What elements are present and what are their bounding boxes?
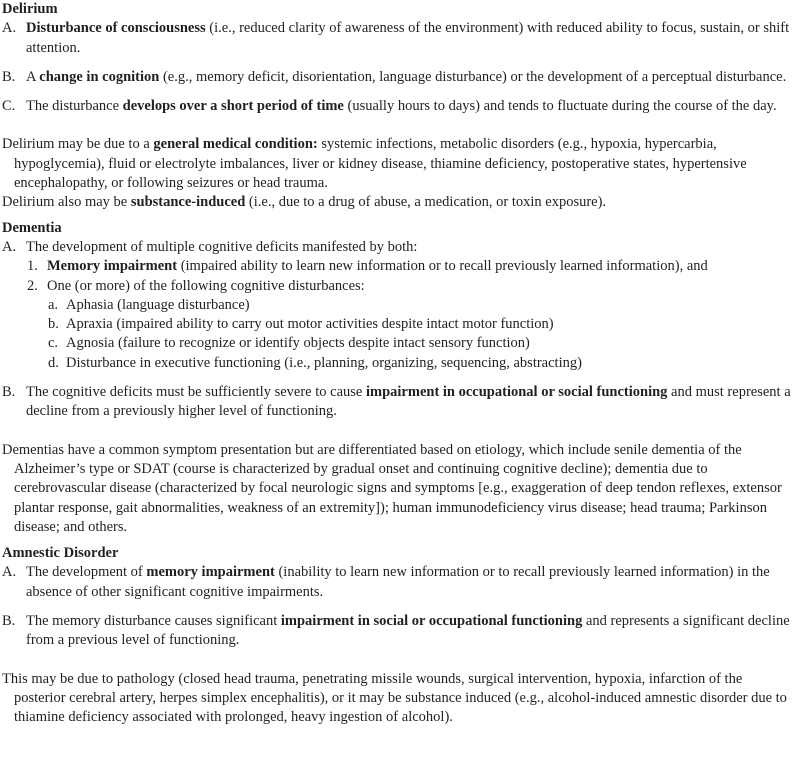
amnestic-heading: Amnestic Disorder <box>2 545 119 562</box>
dementia-subcriterion-2: 2. One (or more) of the following cognitive disturbances: <box>27 277 365 294</box>
delirium-substance-note: Delirium also may be substance-induced (i.e., due to a drug of abuse, a medication, or toxin exposure). <box>2 194 607 211</box>
dementia-subitem-a: a. Aphasia (language disturbance) <box>48 296 250 313</box>
amnestic-criterion-b: B. The memory disturbance causes significant impairment in social or occupational functioning and represents a significant decline from a previous level of functioning. <box>2 613 790 649</box>
amnestic-etiology-note: This may be due to pathology (closed head trauma, penetrating missile wounds, surgical intervention, hypoxia, infarction of the posterior cerebral artery, herpes simplex encephalitis), or it may be substance induced (e.g., alcohol-induced amnestic disorder due to thiamine deficiency associated with prolonged, heavy ingestion of alcohol). <box>2 670 787 726</box>
dementia-criterion-a: A. The development of multiple cognitive deficits manifested by both: <box>2 238 418 255</box>
dementia-subitem-c: c. Agnosia (failure to recognize or identify objects despite intact sensory function) <box>48 335 530 352</box>
dementia-subitem-d: d. Disturbance in executive functioning (i.e., planning, organizing, sequencing, abstracting) <box>48 354 582 371</box>
delirium-criterion-a: A. Disturbance of consciousness (i.e., reduced clarity of awareness of the environment) with reduced ability to focus, sustain, or shift attention. <box>2 20 790 56</box>
delirium-medical-note: Delirium may be due to a general medical condition: systemic infections, metabolic disorders (e.g., hypoxia, hypercarbia, hypoglycemia), fluid or electrolyte imbalances, liver or kidney disease, thiamine deficiency, postoperative states, hypertensive encephalopathy, or following seizures or head trauma. <box>2 136 747 192</box>
delirium-criterion-b: B. A change in cognition (e.g., memory deficit, disorientation, language disturbance) or the development of a perceptual disturbance. <box>2 68 787 85</box>
dementia-heading: Dementia <box>2 219 62 236</box>
delirium-criterion-c: C. The disturbance develops over a short period of time (usually hours to days) and tends to fluctuate during the course of the day. <box>2 98 777 115</box>
dementia-subitem-b: b. Apraxia (impaired ability to carry out motor activities despite intact motor function) <box>48 316 554 333</box>
dementia-subcriterion-1: 1. Memory impairment (impaired ability to learn new information or to recall previously learned information), and <box>27 258 708 275</box>
dementia-etiology-note: Dementias have a common symptom presentation but are differentiated based on etiology, which include senile dementia of the Alzheimer’s type or SDAT (course is characterized by gradual onset and continuing cognitive decline); dementia due to cerebrovascular disease (characterized by focal neurologic signs and symptoms [e.g., exaggeration of deep tendon reflexes, extensor plantar response, gait abnormalities, weakness of an extremity]); human immunodeficiency virus disease; head trauma; Parkinson disease; and others. <box>2 441 782 535</box>
dementia-criterion-b: B. The cognitive deficits must be sufficiently severe to cause impairment in occupational or social functioning and must represent a decline from a previously higher level of functioning. <box>2 384 791 420</box>
amnestic-criterion-a: A. The development of memory impairment (inability to learn new information or to recall previously learned information) in the absence of other significant cognitive impairments. <box>2 564 770 600</box>
delirium-heading: Delirium <box>2 1 58 17</box>
